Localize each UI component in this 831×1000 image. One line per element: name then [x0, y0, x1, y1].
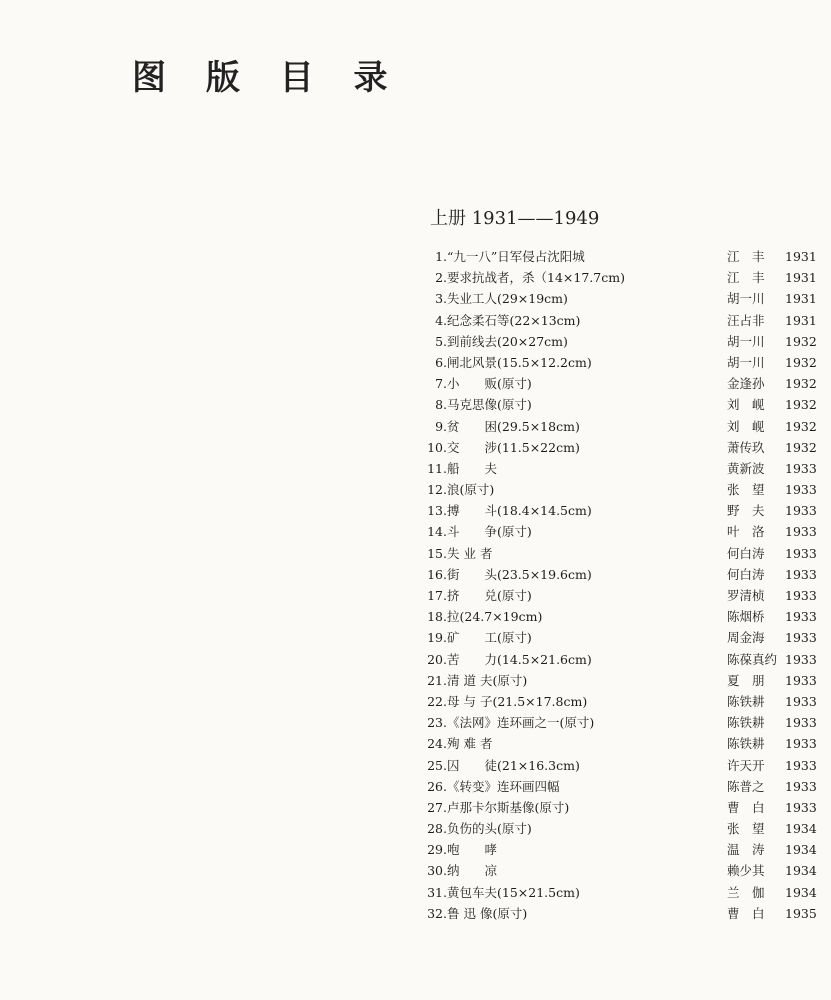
plate-entry — [425, 627, 815, 648]
plate-artist: 刘 岘 — [727, 397, 765, 413]
plate-entry — [425, 352, 815, 373]
plate-entry — [425, 691, 815, 712]
plate-title: 贫 困(29.5×18cm) — [447, 418, 580, 434]
plate-number: 26. — [427, 778, 447, 794]
plate-title: 囚 徒(21×16.3cm) — [447, 757, 580, 773]
plate-year: 1932 — [785, 418, 817, 434]
plate-title: 矿 工(原寸) — [447, 630, 532, 646]
plate-number: 20. — [427, 651, 447, 667]
plate-entry — [425, 373, 815, 394]
plate-title: 咆 哮 — [447, 842, 498, 858]
plate-title: 殉 难 者 — [447, 736, 493, 752]
plate-year: 1933 — [785, 715, 817, 731]
plate-number: 23. — [427, 715, 447, 731]
plate-number: 22. — [427, 693, 447, 709]
plate-entry — [425, 437, 815, 458]
plate-artist: 周金海 — [727, 630, 765, 646]
plate-year: 1931 — [785, 312, 817, 328]
plate-entry — [425, 670, 815, 691]
plate-number: 10. — [427, 439, 447, 455]
plate-title: 纳 凉 — [447, 863, 498, 879]
plate-entry — [425, 267, 815, 288]
plate-number: 17. — [427, 588, 447, 603]
plate-year: 1933 — [785, 651, 817, 667]
plate-title: 拉(24.7×19cm) — [447, 609, 543, 625]
plate-entry — [425, 416, 815, 437]
plate-title: 鲁 迅 像(原寸) — [447, 905, 528, 921]
plate-number: 18. — [427, 609, 447, 625]
plate-artist: 何白涛 — [727, 566, 765, 582]
plate-year: 1931 — [785, 249, 817, 264]
plate-entry — [425, 649, 815, 670]
plate-number: 11. — [427, 460, 447, 476]
plate-artist: 曹 白 — [727, 905, 765, 921]
plate-entry — [425, 882, 815, 903]
plate-number: 24. — [427, 736, 447, 752]
plate-entry — [425, 310, 815, 331]
plate-title: 街 头(23.5×19.6cm) — [447, 566, 592, 582]
plate-title: 纪念柔石等(22×13cm) — [447, 312, 581, 328]
plate-number: 14. — [427, 524, 447, 540]
plate-artist: 刘 岘 — [727, 418, 765, 434]
plate-artist: 陈普之 — [727, 778, 765, 794]
plate-number: 7. — [435, 376, 447, 392]
section-title: 上册 1931——1949 — [430, 208, 600, 229]
plate-title: 交 涉(11.5×22cm) — [447, 439, 580, 455]
plate-entry — [425, 776, 815, 797]
plate-number: 1. — [435, 249, 447, 264]
plate-number: 2. — [435, 270, 447, 286]
plate-entry — [425, 331, 815, 352]
plate-number: 16. — [427, 566, 447, 582]
plate-number: 30. — [427, 863, 447, 879]
plate-year: 1931 — [785, 291, 817, 307]
plate-title: 浪(原寸) — [447, 482, 495, 498]
plate-entry — [425, 797, 815, 818]
plate-entry — [425, 394, 815, 415]
plate-entry — [425, 585, 815, 606]
plate-entry — [425, 500, 815, 521]
plate-year: 1933 — [785, 460, 817, 476]
plate-artist: 赖少其 — [727, 863, 765, 879]
plate-year: 1932 — [785, 354, 817, 370]
plate-year: 1933 — [785, 757, 817, 773]
plate-year: 1934 — [785, 884, 817, 900]
plate-title: 母 与 子(21.5×17.8cm) — [447, 693, 588, 709]
plate-artist: 金逢孙 — [727, 376, 765, 392]
plate-year: 1935 — [785, 905, 817, 921]
plate-year: 1934 — [785, 842, 817, 858]
plate-number: 28. — [427, 821, 447, 837]
plate-artist: 温 涛 — [727, 842, 765, 858]
plate-artist: 汪占非 — [727, 312, 765, 328]
plate-year: 1932 — [785, 439, 817, 455]
plate-year: 1933 — [785, 482, 817, 498]
plate-year: 1933 — [785, 799, 817, 815]
plate-artist: 陈铁耕 — [727, 715, 765, 731]
plate-entry — [425, 755, 815, 776]
plate-artist: 陈烟桥 — [727, 609, 765, 625]
plate-artist: 胡一川 — [727, 291, 765, 307]
plate-artist: 许天开 — [727, 757, 765, 773]
plate-year: 1933 — [785, 630, 817, 646]
plate-artist: 胡一川 — [727, 333, 765, 349]
plate-year: 1932 — [785, 376, 817, 392]
plate-entry — [425, 288, 815, 309]
plate-entry — [425, 564, 815, 585]
plate-number: 29. — [427, 842, 447, 858]
plate-entry — [425, 458, 815, 479]
plate-number: 3. — [435, 291, 447, 307]
plate-artist: 陈铁耕 — [727, 693, 765, 709]
plate-number: 6. — [435, 354, 447, 370]
plate-title: 黄包车夫(15×21.5cm) — [447, 884, 580, 900]
plate-entry — [425, 606, 815, 627]
plate-number: 15. — [427, 545, 447, 561]
plate-year: 1933 — [785, 736, 817, 752]
plate-artist: 张 望 — [727, 821, 765, 837]
plate-artist: 叶 洛 — [727, 524, 765, 540]
plate-number: 13. — [427, 503, 447, 519]
plate-year: 1933 — [785, 693, 817, 709]
plate-artist: 曹 白 — [727, 799, 765, 815]
plate-year: 1933 — [785, 503, 817, 519]
plate-number: 21. — [427, 672, 447, 688]
plate-number: 27. — [427, 799, 447, 815]
plate-entry — [425, 712, 815, 733]
plate-artist: 何白涛 — [727, 545, 765, 561]
plate-title: 卢那卡尔斯基像(原寸) — [447, 799, 570, 815]
plate-title: 失业工人(29×19cm) — [447, 291, 568, 307]
plate-entry — [425, 733, 815, 754]
plate-year: 1931 — [785, 270, 817, 286]
plate-entry — [425, 903, 815, 924]
plate-number: 31. — [427, 884, 447, 900]
plate-year: 1932 — [785, 397, 817, 413]
plate-number: 4. — [435, 312, 447, 328]
plate-year: 1933 — [785, 672, 817, 688]
plate-number: 12. — [427, 482, 447, 498]
plate-artist: 兰 伽 — [727, 884, 765, 900]
plate-number: 9. — [435, 418, 447, 434]
plate-artist: 胡一川 — [727, 354, 765, 370]
plate-title: 清 道 夫(原寸) — [447, 672, 528, 688]
plate-title: 斗 争(原寸) — [447, 524, 532, 540]
plate-entry — [425, 521, 815, 542]
plate-artist: 夏 朋 — [727, 672, 765, 688]
plate-artist: 江 丰 — [727, 249, 765, 264]
plate-title: 失 业 者 — [447, 545, 493, 561]
plate-artist: 张 望 — [727, 482, 765, 498]
plate-entry — [425, 818, 815, 839]
plate-artist: 江 丰 — [727, 270, 765, 286]
plate-title: “九一八”日军侵占沈阳城 — [447, 249, 585, 264]
plate-number: 25. — [427, 757, 447, 773]
plate-title: 搏 斗(18.4×14.5cm) — [447, 503, 592, 519]
plate-number: 5. — [435, 333, 447, 349]
plate-title: 要求抗战者，杀（14×17.7cm) — [447, 270, 625, 286]
plate-entry — [425, 543, 815, 564]
plate-year: 1933 — [785, 588, 817, 603]
plate-title: 马克思像(原寸) — [447, 397, 532, 413]
plate-artist: 陈葆真约 — [727, 651, 778, 667]
plate-number: 8. — [435, 397, 447, 413]
plate-year: 1934 — [785, 863, 817, 879]
plate-year: 1934 — [785, 821, 817, 837]
plate-title: 船 夫 — [447, 460, 498, 476]
plate-title: 苦 力(14.5×21.6cm) — [447, 651, 592, 667]
plate-artist: 萧传玖 — [727, 439, 765, 455]
plate-year: 1933 — [785, 545, 817, 561]
plate-title: 挤 兑(原寸) — [447, 588, 532, 603]
plate-title: 《法网》连环画之一(原寸) — [447, 715, 595, 731]
plate-title: 到前线去(20×27cm) — [447, 333, 568, 349]
plate-artist: 黄新波 — [727, 460, 765, 476]
plate-entry — [425, 860, 815, 881]
plate-title: 负伤的头(原寸) — [447, 821, 532, 837]
plate-year: 1932 — [785, 333, 817, 349]
plate-entry — [425, 246, 815, 267]
plate-year: 1933 — [785, 524, 817, 540]
plate-number: 19. — [427, 630, 447, 646]
plate-year: 1933 — [785, 609, 817, 625]
plate-artist: 野 夫 — [727, 503, 765, 519]
plate-year: 1933 — [785, 566, 817, 582]
plate-entry — [425, 839, 815, 860]
plate-number: 32. — [427, 905, 447, 921]
plate-artist: 陈铁耕 — [727, 736, 765, 752]
plate-title: 闸北风景(15.5×12.2cm) — [447, 354, 592, 370]
plate-title: 小 贩(原寸) — [447, 376, 532, 392]
plate-artist: 罗清桢 — [727, 588, 765, 603]
page-title: 图 版 目 录 — [132, 58, 402, 98]
plate-entry — [425, 479, 815, 500]
plate-list — [425, 246, 815, 924]
plate-year: 1933 — [785, 778, 817, 794]
plate-title: 《转变》连环画四幅 — [447, 778, 560, 794]
